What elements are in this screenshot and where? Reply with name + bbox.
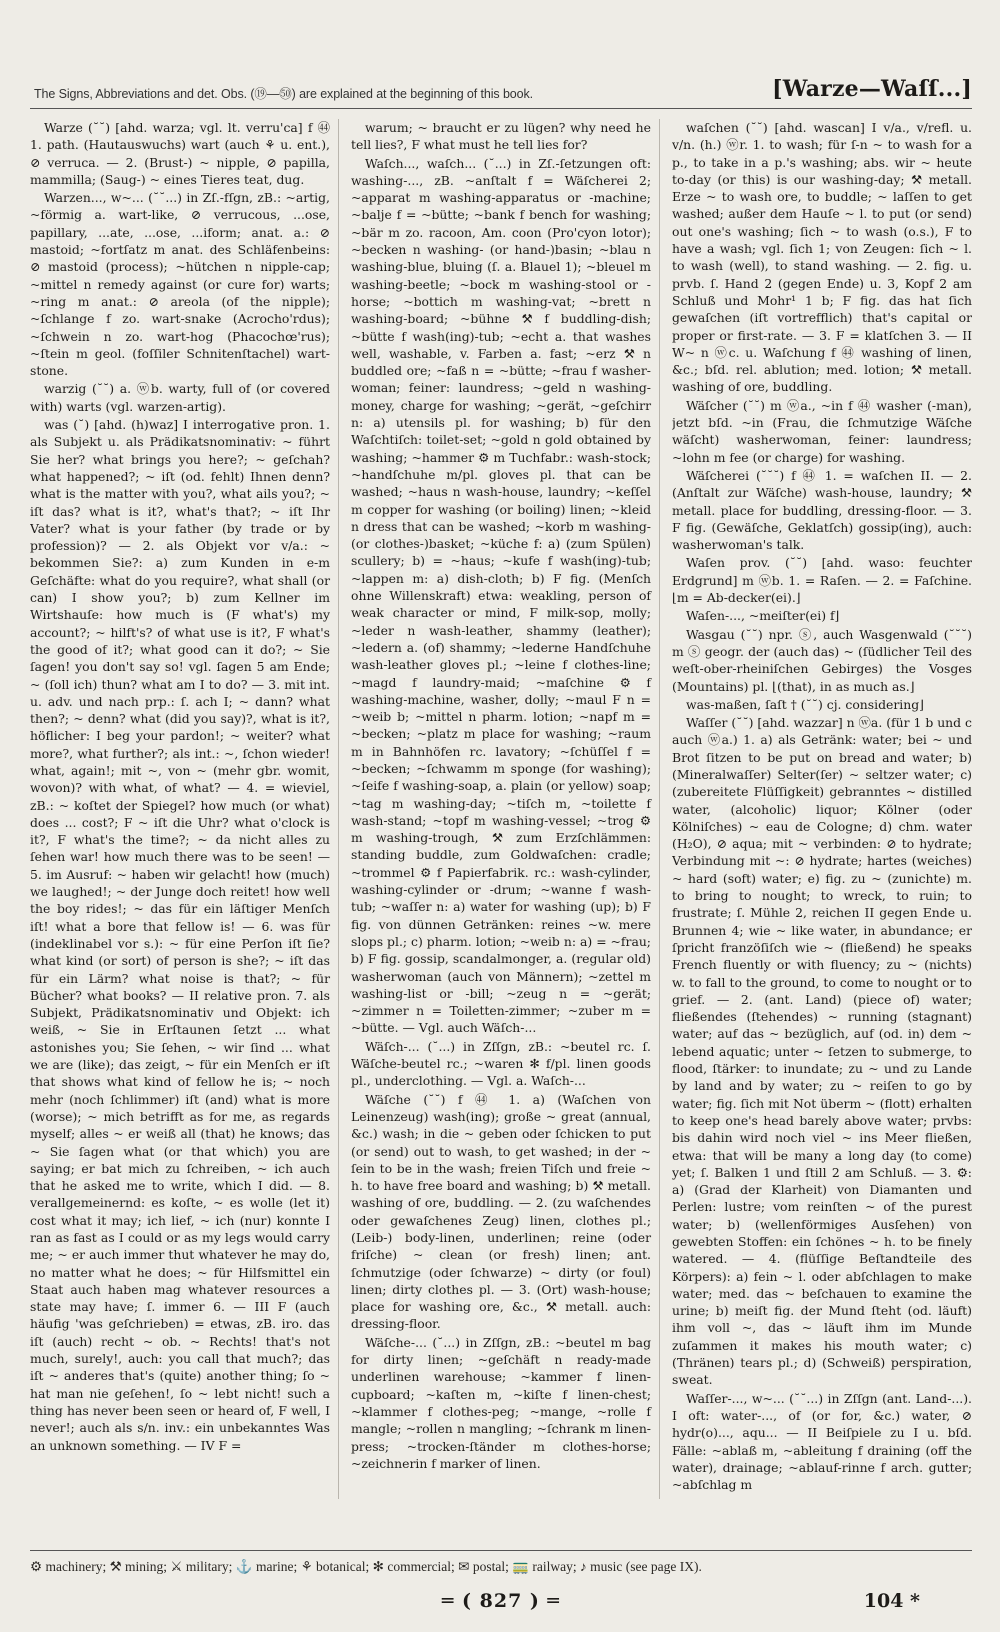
entry-paragraph: Wäſcherei (˘˘˘) f ㊹ 1. = waſchen II. — 2. (Anſtalt zur Wäſche) wash-house, laundry; ⚒ metall. place for buddling, dressing-floor. — 3. F fig. (Gewäſche, Geklatſch) gossip(ing), auch: washerwoman's talk. [672,467,972,553]
entry-paragraph: warum; ~ braucht er zu lügen? why need he tell lies?, F what must he tell lies for? [351,120,651,153]
text-columns [30,119,972,1499]
entry-paragraph: was (˘) [ahd. (h)waz] I interrogative pron. 1. als Subjekt u. als Prädikatsnominativ: ~ führt Sie her? what brings you here?; ~ geſchah? what happened?; ~ iſt (od. fehlt) Ihnen denn? what is the matter with you?, what ails you?; ~ iſt das? what is it?, what's that?; ~ iſt Ihr Vater? what is your father (by trade or by profession)? — 2. als Objekt vor v/a.: ~ bekommen Sie?: a) zum Kunden in e-m Geſchäfte: what do you require?, what shall (or can) I show you?; b) zum Kellner im Wirtshauſe: how much is (F what's) my account?; ~ hilft's? of what use is it?, F what's the good of it?; what good can it do?; ~ Sie ſagen! you don't say so! vgl. ſagen 5 am Ende; ~ (ſoll ich) thun? what am I to do? — 3. mit int. u. adv. und nach prp.: ſ. ach I; ~ dann? what then?; ~ denn? what (did you say)?, what is it?, höflicher: I beg your pardon!; ~ weiter? what more?, what further?; als int.: ~, ſchon wieder! what, again!; mit ~, von ~ (mehr gbr. womit, wovon)? with what, of what? — 4. = wieviel, zB.: ~ koſtet der Spiegel? how much (or what) does ... cost?; F ~ iſt die Uhr? what o'clock is it?, F what's the time?; ~ da nicht alles zu ſehen war! how much there was to be seen! — 5. im Ausruf: ~ haben wir gelacht! how (much) we laughed!; ~ der Junge doch reitet! how well the boy rides!; ~ das für ein läſtiger Menſch iſt! what a bore that fellow is! — 6. was für (indeklinabel vor s.): ~ für eine Perſon iſt ſie? what kind (or sort) of person is she?; ~ iſt das für ein Lärm? what noise is that?; ~ für Bücher? what books? — II relative pron. 7. als Subjekt, Prädikatsnominativ und Objekt: ich weiß, ~ Sie in Erſtaunen ſetzt ... what astonishes you; Sie ſehen, ~ wir ſind ... what we are (like); das zeigt, ~ für ein Menſch er iſt that shows what kind of fellow he is; ~ noch mehr (noch ſchlimmer) iſt (and) what is more (worse); ~ mich betrifft as for me, as regards myself; alles ~ er weiß all (that) he knows; das ~ Sie ſagen what (or that which) you are saying; er bat mich zu ſchreiben, ~ ich auch that he asked me to write, which I did. — 8. verallgemeinernd: es koſte, ~ es wolle (let it) cost what it may; ich lief, ~ ich (nur) konnte I ran as fast as I could or as my legs would carry me; ~ er auch immer thut whatever he may do, no matter what he does; ~ für Hilfsmittel ein Staat auch haben mag whatever resources a state may have; ſ. immer 6. — III F (auch häufig 'was geſchrieben) = etwas, zB. iro. das iſt (auch) recht ~ ob. ~ Rechts! that's not much, surely!, auch: you call that much?; das iſt ~ anderes that's (quite) another thing; ſo ~ hat man nie geſehen!, ſo ~ lebt nicht! such a thing has never been seen or heard of, F well, I never!; auch als s/n. inv.: ein unbekanntes Was an unknown something. — IV F = [30,417,330,1453]
entry-paragraph: was-maßen, ſaſt † (˘˘) cj. considering⌋ [686,696,925,712]
entry-paragraph: Wäſche-... (˘...) in Zſſgn, zB.: ~beutel m bag for dirty linen; ~geſchäft n ready-made underlinen warehouse; ~kammer f linen-cupboard; ~kaſten m, ~kiſte f linen-chest; ~klammer f clothes-peg; ~mange, ~rolle f mangle; ~rollen n mangling; ~ſchrank m linen-press; ~trocken-ſtänder m clothes-horse; ~zeichnerin f marker of linen. [351,1334,651,1471]
entry-paragraph: Waſſer-..., w~... (˘˘...) in Zſſgn (ant. Land-...). I oft: water-..., of (or for, &c.) water, ⊘ hydr(o)..., aqu... — II Beiſpiele zu I u. bſd. Fälle: ~ablaß m, ~ableitung f draining (off the water), drainage; ~ablauf-rinne f arch. gutter; ~abſchlag m [672,1390,972,1493]
page-number: ═ ( 827 ) ═ [442,1590,560,1612]
entry-paragraph: Wäſch-... (˘...) in Zſſgn, zB.: ~beutel rc. ſ. Wäſche-beutel rc.; ~waren ✻ f/pl. linen goods pl., underclothing. — Vgl. a. Waſch-... [351,1038,651,1089]
guide-words: [Warze—Waſſ...] [772,76,972,102]
entry-paragraph: Waſſer (˘˘) [ahd. wazzar] n ⓦa. (für 1 b und c auch ⓦa.) 1. a) als Getränk: water; bei ~ und Brot ſitzen to be put on bread and water; b) (Mineralwaſſer) Selter(ſer) ~ seltzer water; c) (zubereitete Flüſſigkeit) gebranntes ~ distilled water, (alcoholic) liquor; Kölner (oder Kölniſches) ~ eau de Cologne; d) chm. water (H₂O), ⊘ aqua; mit ~ verbinden: ⊘ to hydrate; Verbindung mit ~: ⊘ hydrate; hartes (weiches) ~ hard (soft) water; e) fig. zu ~ (zunichte) m. to bring to nought; to wreck, to ruin; to frustrate; ſ. Mühle 2, reichen II gegen Ende u. Brunnen 4; wie ~ like water, in abundance; er ſpricht franzöſiſch wie ~ (fließend) he speaks French fluently or with fluency; zu ~ (nichts) w. to fall to the ground, to come to nought or to grief. — 2. (ant. Land) (piece of) water; fließendes (ſtehendes) ~ running (stagnant) water; auf das ~ bezüglich, auf (od. in) dem ~ lebend aquatic; unter ~ ſetzen to submerge, to flood, ſtärker: to inundate; zu ~ und zu Lande by land and by water; zu ~ reiſen to go by water; fig. ſich mit Not überm ~ (flott) erhalten to keep one's head barely above water; prvbs: bis dahin wird noch viel ~ ins Meer fließen, etwa: that will be many a long day (to come) yet; ſ. Balken 1 und ſtill 2 am Schluß. — 3. ⚙: a) (Grad der Klarheit) von Diamanten und Perlen: lustre; vom reinſten ~ of the purest water; b) (wellenförmiges Ausſehen) von gewebten Stoffen: ein ſchönes ~ h. to be finely watered. — 4. (flüſſige Beſtandteile des Körpers): a) fein ~ l. oder abſchlagen to make water; med. das ~ beſchauen to examine the urine; b) meiſt fig. der Mund ſteht (od. läuft) ihm voll ~, das ~ läuft ihm im Munde zuſammen it makes his mouth water; c) (Thränen) tears pl.; d) (Schweiß) perspiration, sweat. [672,715,972,1388]
symbol-legend: ⚙ machinery; ⚒ mining; ⚔ military; ⚓ marine; ⚘ botanical; ✻ commercial; ✉ postal; 🚃 railway; ♪ music (see page IX). [30,1550,972,1575]
entry-paragraph: Wäſcher (˘˘) m ⓦa., ~in f ㊹ washer (-man), jetzt bſd. ~in (Frau, die ſchmutzige Wäſche wäſcht) washerwoman, feiner: laundress; ~lohn m fee (or charge) for washing. [672,397,972,465]
abbreviations-note: The Signs, Abbreviations and det. Obs. (⑲—㊿) are explained at the beginning of this book. [34,87,534,101]
entry-paragraph: waſchen (˘˘) [ahd. wascan] I v/a., v/refl. u. v/n. (h.) ⓦr. 1. to wash; für ſ-n ~ to wash for a p., to take in a p.'s washing; abs. wir ~ heute to-day (or this) is our washing-day; ⚒ metall. Erze ~ to wash ore, to buddle; ~ laſſen to get washed; außer dem Hauſe ~ l. to put (or send) out one's washing; ſich ~ to wash (o.s.), F to have a wash; vgl. ſich 1; von Zeugen: ſich ~ l. to wash (well), to stand washing. — 2. fig. u. prvb. ſ. Hand 2 (gegen Ende) u. 3, Kopf 2 am Schluß und Mohr¹ 1 b; F fig. das hat ſich gewaſchen (iſt vortrefflich) that's capital or proper or first-rate. — 3. F = klatſchen 3. — II W~ n ⓦc. u. Waſchung f ㊹ washing of linen, &c.; bſd. rel. ablution; med. lotion; ⚒ metall. washing of ore, buddling. [672,120,972,395]
sheet-number: 104 * [863,1590,920,1612]
page-footer [30,1590,972,1614]
column-left [30,119,339,1499]
entry-paragraph: warzig (˘˘) a. ⓦb. warty, full of (or covered with) warts (vgl. warzen-artig). [30,381,330,414]
entry-paragraph: Warze (˘˘) [ahd. warza; vgl. lt. verru'ca] f ㊹ 1. path. (Hautauswuchs) wart (auch ⚘ u. ent.), ⊘ verruca. — 2. (Brust-) ~ nipple, ⊘ papilla, mammilla; (Saug-) ~ eines Tieres teat, dug. [30,120,330,187]
page-header [30,72,972,109]
entry-paragraph: Waſch..., waſch... (˘...) in Zſ.-ſetzungen oft: washing-..., zB. ~anſtalt f = Wäſcherei 2; ~apparat m washing-apparatus or -machine; ~balje f = ~bütte; ~bank f bench for washing; ~bär m zo. racoon, Am. coon (Pro'cyon lotor); ~becken n washing- (or hand-)basin; ~blau n washing-blue, bluing (ſ. a. Blauel 1); ~bleuel m washing-beetle; ~bock m washing-stool or -horse; ~bottich m washing-vat; ~brett n washing-board; ~bühne ⚒ f buddling-dish; ~bütte f wash(ing)-tub; ~echt a. that washes well, washable, v. Farben a. fast; ~erz ⚒ n buddled ore; ~faß n = ~bütte; ~frau f washer-woman; feiner: laundress; ~geld n washing-money, charge for washing; ~gerät, ~geſchirr n: a) utensils pl. for washing; b) für den Waſchtiſch: toilet-set; ~gold n gold obtained by washing; ~hammer ⚙ m Tuchfabr.: wash-stock; ~handſchuhe m/pl. gloves pl. that can be washed; ~haus n wash-house, laundry; ~keſſel m copper for washing (or boiling) linen; ~kleid n dress that can be washed; ~korb m washing- (or clothes-)basket; ~küche f: a) (zum Spülen) scullery; b) = ~haus; ~kufe f wash(ing)-tub; ~lappen m: a) dish-cloth; b) F fig. (Menſch ohne Willenskraft) etwa: weakling, person of weak character or mind, F milk-sop, molly; ~leder n wash-leather, shammy (leather); ~ledern a. (of) shammy; ~lederne Handſchuhe wash-leather gloves pl.; ~leine f clothes-line; ~magd f laundry-maid; ~maſchine ⚙ f washing-machine, washer, dolly; ~maul F n = ~weib b; ~mittel n pharm. lotion; ~napf m = ~becken; ~platz m place for washing; ~raum m in Bahnhöfen rc. lavatory; ~ſchüſſel f = ~becken; ~ſchwamm m sponge (for washing); ~ſeife f washing-soap, a. plain (or yellow) soap; ~tag m washing-day; ~tiſch m, ~toilette f wash-stand; ~topf m washing-vessel; ~trog ⚙ m washing-trough, ⚒ zum Erzſchlämmen: standing buddle, zum Goldwaſchen: cradle; ~trommel ⚙ f Papierfabrik. rc.: wash-cylinder, washing-cylinder or -drum; ~wanne f wash-tub; ~waſſer n: a) water for washing (up); b) F fig. von dünnen Getränken: reines ~w. mere slops pl.; c) pharm. lotion; ~weib n: a) = ~frau; b) F fig. gossip, scandalmonger, a. (regular old) washerwoman (auch von Männern); ~zettel m washing-list or -bill; ~zeug n = ~gerät; ~zimmer n = Toiletten-zimmer; ~zuber m = ~bütte. — Vgl. auch Wäſch-... [351,155,651,1036]
entry-paragraph: Wasgau (˘˘) npr. ⓢ, auch Wasgenwald (˘˘˘) m ⓢ geogr. der (auch das) ~ (ſüdlicher Teil des weſt-ober-rheiniſchen Gebirges) the Vosges (Mountains) pl. ⌊(that), in as much as.⌋ [672,626,972,694]
entry-paragraph: Warzen..., w~... (˘˘...) in Zſ.-fſgn, zB.: ~artig, ~förmig a. wart-like, ⊘ verrucous, ...ose, papillary, ...ate, ...ose, ...iform; anat. a.: ⊘ mastoid; ~fortſatz m anat. des Schläfenbeins: ⊘ mastoid (process); ~hütchen n nipple-cap; ~mittel n remedy against (or cure for) warts; ~ring m anat.: ⊘ areola (of the nipple); ~ſchlange f zo. wart-snake (Acrocho'rdus); ~ſchwein n zo. wart-hog (Phacochœ'rus); ~ſtein m geol. (foſſiler Schnitenſtachel) wart-stone. [30,190,330,379]
column-middle [351,119,660,1499]
column-right [672,119,972,1499]
entry-paragraph: Waſen prov. (˘˘) [ahd. waso: feuchter Erdgrund] m ⓦb. 1. = Raſen. — 2. = Faſchine. ⌊m = Ab-decker(ei).⌋ [672,555,972,606]
entry-paragraph: Wäſche (˘˘) f ㊹ 1. a) (Waſchen von Leinenzeug) wash(ing); große ~ great (annual, &c.) wash; in die ~ geben oder ſchicken to put (or send) out to wash, to get washed; in der ~ ſein to be in the wash; freien Tiſch und freie ~ h. to have free board and washing; b) ⚒ metall. washing of ore, buddling. — 2. (zu waſchendes oder gewaſchenes Zeug) linen, clothes pl.; (Leib-) body-linen, underlinen; reine (oder friſche) ~ clean (or fresh) linen; ant. ſchmutzige (oder ſchwarze) ~ dirty (or foul) linen; dirty clothes pl. — 3. (Ort) wash-house; place for washing ore, &c., ⚒ metall. auch: dressing-floor. [351,1091,651,1332]
entry-paragraph: Waſen-..., ~meiſter(ei) f⌋ [686,608,840,624]
